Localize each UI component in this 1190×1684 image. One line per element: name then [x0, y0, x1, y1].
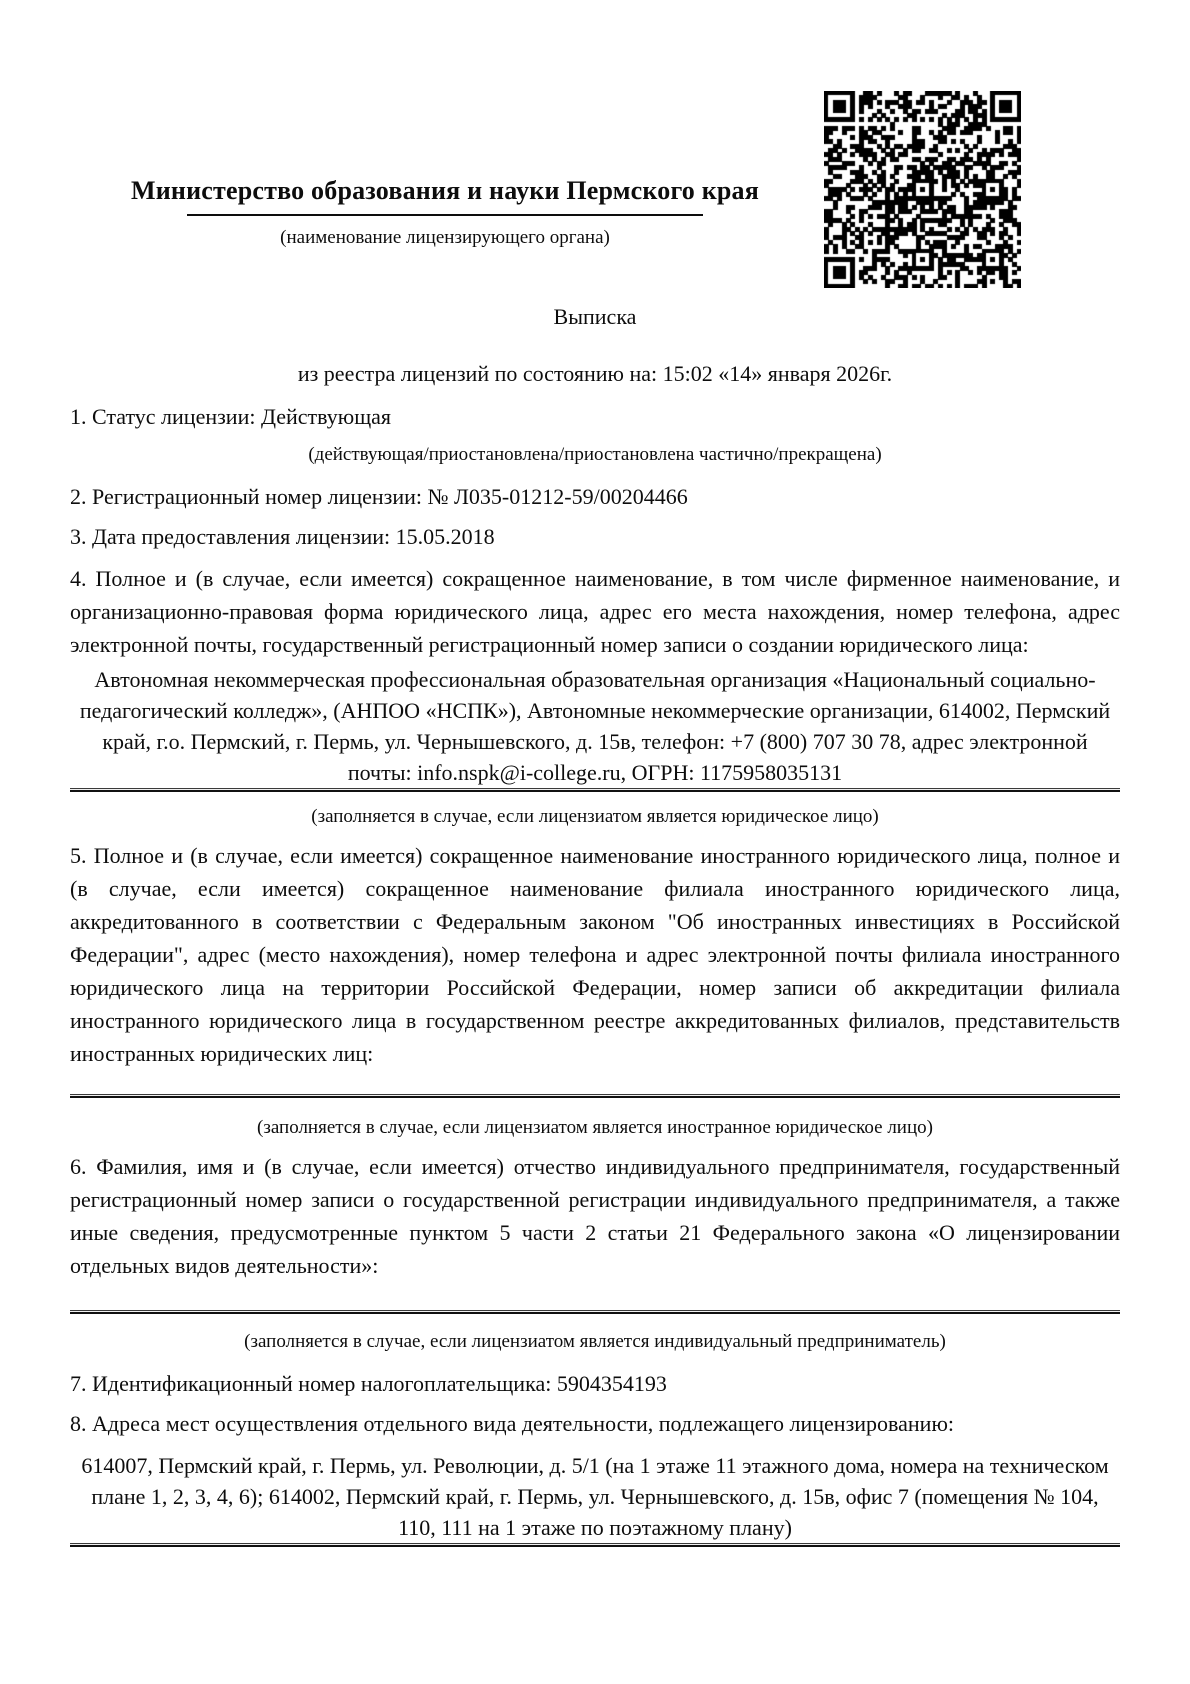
- ministry-caption: (наименование лицензирующего органа): [280, 227, 610, 248]
- item5-foreign-entity-paragraph: 5. Полное и (в случае, если имеется) сокращенное наименование иностранного юридического лица, полное и (в случае, если имеется) сокращенное наименование филиала иностранного юридического лица, аккредитованного в соответствии с Федеральным законом "Об иностранных инвестициях в Российской Федерации", адрес (место нахождения), номер телефона и адрес электронной почты филиала иностранного юридического лица на территории Российской Федерации, номер записи об аккредитации филиала иностранного юридического лица в государственном реестре аккредитованных филиалов, представительств иностранных юридических лиц:: [70, 843, 1120, 1066]
- document-body: [70, 300, 1120, 1547]
- item4-legal-entity-paragraph: 4. Полное и (в случае, если имеется) сокращенное наименование, в том числе фирменное наименование, и организационно-правовая форма юридического лица, адрес его места нахождения, номер телефона, адрес электронной почты, государственный регистрационный номер записи о создании юридического лица:: [70, 566, 1120, 657]
- license-status-options-caption: (действующая/приостановлена/приостановлена частично/прекращена): [308, 444, 882, 465]
- ministry-underline: [187, 214, 703, 216]
- addresses-value: 614007, Пермский край, г. Пермь, ул. Революции, д. 5/1 (на 1 этаже 11 этажного дома, номера на техническом плане 1, 2, 3, 4, 6); 614002, Пермский край, г. Пермь, ул. Чернышевского, д. 15в, офис 7 (помещения № 104, 110, 111 на 1 этаже по поэтажному плану): [81, 1453, 1109, 1540]
- taxpayer-id-line: 7. Идентификационный номер налогоплательщика: 5904354193: [70, 1371, 667, 1396]
- entrepreneur-caption: (заполняется в случае, если лицензиатом является индивидуальный предприниматель): [244, 1331, 946, 1352]
- grant-date-line: 3. Дата предоставления лицензии: 15.05.2018: [70, 524, 495, 549]
- qr-code: [824, 91, 1021, 288]
- doc-subtitle: из реестра лицензий по состоянию на: 15:02 «14» января 2026г.: [297, 361, 893, 386]
- registration-number-line: 2. Регистрационный номер лицензии: № Л035-01212-59/00204466: [70, 484, 688, 509]
- ministry-name: Министерство образования и науки Пермского края: [130, 176, 760, 205]
- document-header: [70, 176, 820, 250]
- legal-entity-caption: (заполняется в случае, если лицензиатом является юридическое лицо): [311, 806, 879, 827]
- bottom-rule: [70, 1543, 1120, 1547]
- doc-title: Выписка: [553, 304, 637, 329]
- licensee-name-value: Автономная некоммерческая профессиональная образовательная организация «Национальный социально-педагогический колледж», (АНПОО «НСПК»), Автономные некоммерческие организации, 614002, Пермский край, г.о. Пермский, г. Пермь, ул. Чернышевского, д. 15в, телефон: +7 (800) 707 30 78, адрес электронной почты: info.nspk@i-college.ru, ОГРН: 1175958035131: [79, 667, 1111, 785]
- entrepreneur-rule: [70, 1310, 1120, 1314]
- item6-entrepreneur-paragraph: 6. Фамилия, имя и (в случае, если имеется) отчество индивидуального предпринимателя, государственный регистрационный номер записи о государственной регистрации индивидуального предпринимателя, а также иные сведения, предусмотренные пунктом 5 части 2 статьи 21 Федерального закона «О лицензировании отдельных видов деятельности»:: [70, 1154, 1120, 1278]
- legal-entity-rule: [70, 788, 1120, 792]
- license-status-line: 1. Статус лицензии: Действующая: [70, 404, 392, 429]
- addresses-heading-line: 8. Адреса мест осуществления отдельного вида деятельности, подлежащего лицензированию:: [70, 1411, 954, 1436]
- foreign-entity-caption: (заполняется в случае, если лицензиатом является иностранное юридическое лицо): [257, 1117, 933, 1138]
- foreign-entity-rule: [70, 1094, 1120, 1098]
